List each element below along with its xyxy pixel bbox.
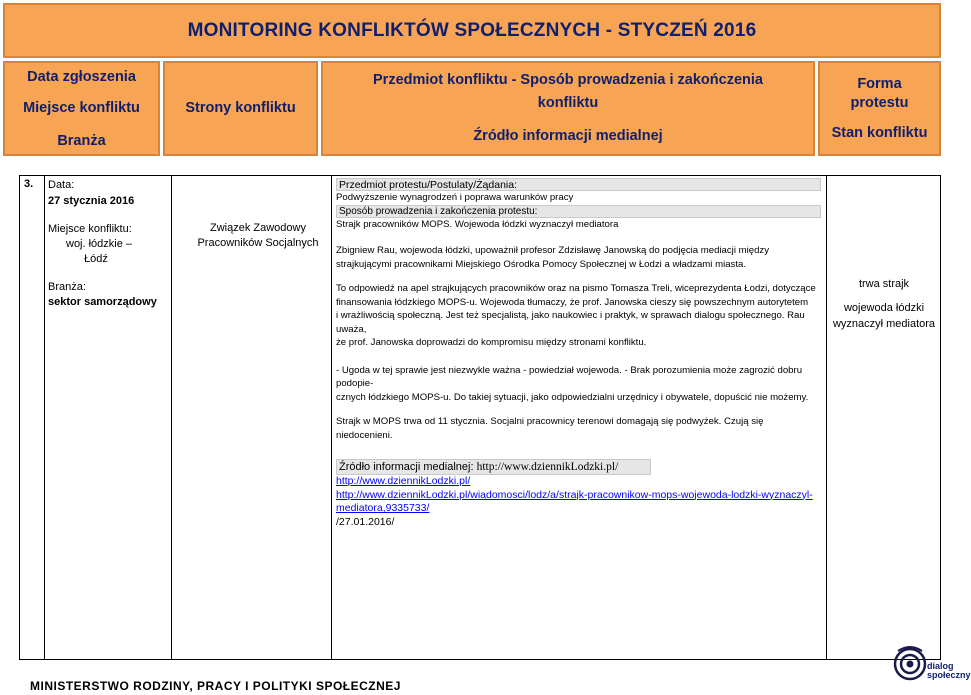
source-article-link[interactable]: http://www.dziennikLodzki.pl/wiadomosci/lodz/a/strajk-pracownikow-mops-wojewoda-lodzki-wyznaczyl-	[336, 488, 813, 501]
paragraph-line: finansowania łódzkiego MOPS-u. Wojewoda tłumaczy, że prof. Janowska cieszy się powszechnym autorytetem	[336, 296, 809, 308]
paragraph-line: że prof. Janowska doprowadzi do kompromisu między stronami konfliktu.	[336, 337, 647, 348]
subject-heading: Przedmiot protestu/Postulaty/Żądania:	[336, 178, 821, 191]
ministry-footer: MINISTERSTWO RODZINY, PRACY I POLITYKI SPOŁECZNEJ	[30, 679, 401, 693]
source-date: /27.01.2016/	[336, 515, 395, 528]
document-title: MONITORING KONFLIKTÓW SPOŁECZNYCH - STYCZEŃ 2016	[187, 19, 757, 41]
status-line-2: wyznaczył mediatora	[832, 318, 936, 330]
dialog-logo-icon	[893, 645, 927, 683]
paragraph-line: strajkującymi pracownikami Miejskiego Ośrodka Pomocy Społecznej w Łodzi a władzami miasta.	[336, 258, 747, 270]
place-value-city: Łódź	[84, 253, 108, 265]
column-divider	[44, 176, 45, 659]
source-article-link-continued[interactable]: mediatora,9335733/	[336, 502, 430, 514]
date-place-branch-cell	[48, 178, 168, 310]
paragraph-strike-info: Strajk w MOPS trwa od 11 stycznia. Socjalni pracownicy terenowi domagają się podwyżek. Czują się niedocenieni.	[336, 416, 764, 441]
header-place-label: Miejsce konfliktu	[23, 100, 140, 116]
side-union-name-2: Pracowników Socjalnych	[197, 237, 319, 249]
status-cell	[826, 276, 942, 332]
header-source-label: Źródło informacji medialnej	[473, 128, 663, 144]
header-subject	[321, 61, 815, 156]
paragraph-line: - Ugoda w tej sprawie jest niezwykle ważna - powiedział wojewoda. - Brak porozumienia może zagrozić dobru podopie-	[336, 364, 803, 389]
row-number: 3.	[24, 178, 34, 190]
paragraph-mediation	[336, 244, 821, 271]
table-row	[19, 175, 941, 660]
branch-value: sektor samorządowy	[48, 296, 157, 308]
paragraph-line: To odpowiedź na apel strajkujących pracowników oraz na pismo Tomasza Treli, wiceprezydenta Łodzi, dotyczące	[336, 283, 816, 294]
source-link[interactable]: http://www.dziennikLodzki.pl/	[336, 475, 471, 487]
subject-text: Podwyższenie wynagrodzeń i poprawa warunków pracy	[336, 192, 574, 203]
table-header	[3, 61, 941, 156]
method-heading: Sposób prowadzenia i zakończenia protestu:	[336, 205, 821, 218]
column-divider	[826, 176, 827, 659]
header-status-label: Stan konfliktu	[831, 125, 928, 141]
header-subject-line2: konfliktu	[537, 95, 599, 111]
date-value: 27 stycznia 2016	[48, 195, 135, 207]
status-line-1: wojewoda łódzki	[843, 302, 925, 314]
subject-cell	[336, 178, 821, 529]
branch-label: Branża:	[48, 281, 86, 293]
date-label: Data:	[48, 179, 75, 191]
header-form-label: Forma	[857, 76, 902, 92]
header-date-place-branch	[3, 61, 160, 156]
header-protest-label: protestu	[850, 95, 909, 111]
paragraph-line: i wrażliwością społeczną. Jest też specjalistą, jako naukowiec i praktyk, w sprawach dialogu społecznego. Rau uważa,	[336, 310, 805, 335]
place-value-region: woj. łódzkie –	[66, 238, 133, 250]
paragraph-quote	[336, 364, 821, 405]
logo-text-line: dialog	[927, 661, 954, 671]
header-sides-label: Strony konfliktu	[185, 100, 296, 116]
place-label: Miejsce konfliktu:	[48, 223, 132, 235]
side-union-name-1: Związek Zawodowy	[210, 222, 306, 234]
paragraph-line: cznych łódzkiego MOPS-u. Do takiej sytuacji, jako odpowiedzialni urzędnicy i obywatele, dopuścić nie możemy.	[336, 391, 809, 403]
status-form: trwa strajk	[858, 278, 910, 290]
source-heading	[336, 459, 651, 475]
source-site: http://www.dziennikLodzki.pl/	[476, 461, 619, 473]
header-sides	[163, 61, 318, 156]
document-title-banner	[3, 3, 941, 58]
source-label: Źródło informacji medialnej:	[339, 461, 474, 473]
logo-text	[927, 662, 971, 680]
paragraph-line: Zbigniew Rau, wojewoda łódzki, upoważnił profesor Zdzisławę Janowską do podjęcia mediacji między	[336, 245, 769, 256]
header-form-status	[818, 61, 941, 156]
header-date-label: Data zgłoszenia	[27, 69, 136, 85]
logo-text-line: społeczny	[927, 670, 971, 680]
paragraph-appeal	[336, 282, 821, 350]
header-subject-line1: Przedmiot konfliktu - Sposób prowadzenia i zakończenia	[373, 72, 763, 88]
header-branch-label: Branża	[57, 133, 106, 149]
sides-cell	[172, 221, 344, 251]
dialog-spoleczny-logo	[893, 645, 971, 685]
method-text: Strajk pracowników MOPS. Wojewoda łódzki wyznaczył mediatora	[336, 218, 619, 230]
